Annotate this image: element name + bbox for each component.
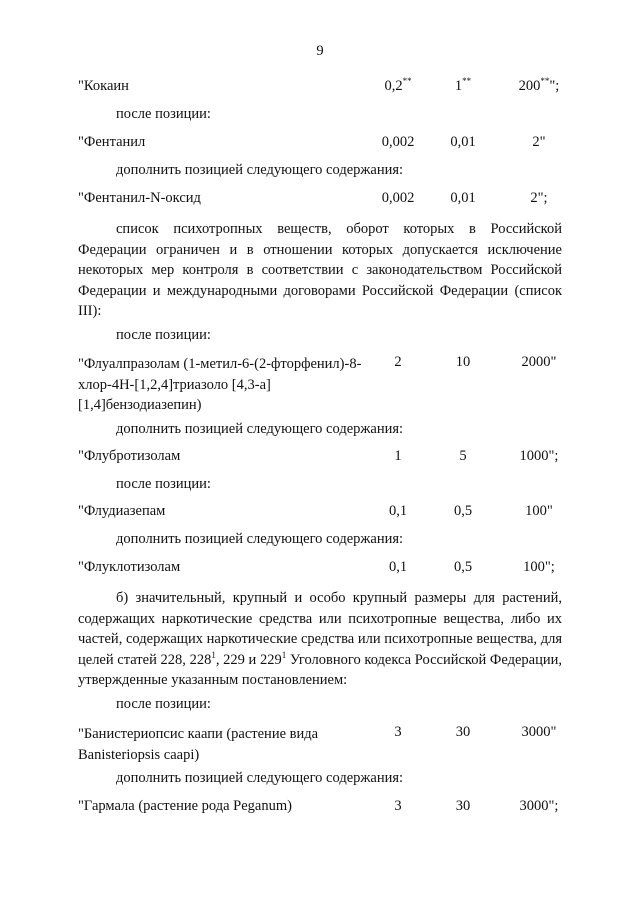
instruction-after-position: после позиции:	[116, 476, 211, 492]
value-significant: 3	[394, 724, 402, 740]
table-row-fluklotizolam	[78, 559, 568, 579]
value-especially-large: 3000";	[519, 798, 559, 814]
instruction-add-position: дополнить позицией следующего содержания:	[116, 421, 404, 437]
instruction-add-position: дополнить позицией следующего содержания:	[116, 162, 404, 178]
paragraph-section-b: б) значительный, крупный и особо крупный размеры для растений, содержащих наркотические средства или психотропные вещества, либо их частей, содержащих наркотические средства или психотропные вещества, для целей статей 228, $228^1$, 229 и $229^1$ Уголовного кодекса Российской Федерации, утвержденные указанным постановлением:	[78, 590, 562, 689]
value-large: 5	[459, 448, 467, 464]
value-large: 30	[455, 798, 471, 814]
substance-name: "Фентанил	[78, 134, 146, 150]
value-large: 0,01	[450, 190, 476, 206]
value-especially-large: 100";	[523, 559, 555, 575]
substance-name: "Флубротизолам	[78, 448, 181, 464]
substance-name: "Флудиазепам	[78, 503, 166, 519]
value-significant: 1	[394, 448, 402, 464]
instruction-add-position: дополнить позицией следующего содержания:	[116, 531, 404, 547]
table-row-fludiazepam	[78, 503, 568, 523]
value-large: 0,5	[453, 559, 473, 575]
value-large: 0,5	[453, 503, 473, 519]
substance-name: "Кокаин	[78, 78, 129, 94]
value-significant: 2	[394, 354, 402, 370]
paragraph-list-iii: список психотропных веществ, оборот которых в Российской Федерации ограничен и в отношении которых допускается исключение некоторых мер контроля в соответствии с законодательством Российской Федерации и международными договорами Российской Федерации (список III):	[78, 221, 562, 320]
instruction-after-position: после позиции:	[116, 106, 211, 122]
table-row-flubrotizolam	[78, 448, 568, 468]
instruction-add-position: дополнить позицией следующего содержания:	[116, 770, 404, 786]
substance-name: "Флуклотизолам	[78, 559, 181, 575]
substance-name: "Банистериопсис каапи (растение вида Banisteriopsis caapi)	[78, 726, 319, 763]
substance-name: "Флуалпразолам (1-метил-6-(2-фторфенил)-8-хлор-4H-[1,2,4]триазоло [4,3-a][1,4]бензодиазепин)	[78, 356, 362, 413]
table-row-banisteriopsis	[78, 724, 568, 766]
instruction-after-position: после позиции:	[116, 696, 211, 712]
value-especially-large: 1000";	[519, 448, 559, 464]
value-significant: 0,1	[388, 559, 408, 575]
value-especially-large: 3000"	[521, 724, 557, 740]
value-significant: 0,002	[381, 134, 415, 150]
table-row-fentanil	[78, 134, 568, 154]
value-especially-large: 200**";	[518, 76, 560, 94]
value-especially-large: 2000"	[521, 354, 557, 370]
table-row-flualprazolam	[78, 354, 568, 416]
table-row-kokain	[78, 78, 568, 98]
value-especially-large: 100"	[525, 503, 553, 519]
value-especially-large: 2"	[532, 134, 546, 150]
table-row-fentanil-n-oxide	[78, 190, 568, 210]
page-number: 9	[316, 43, 324, 59]
instruction-after-position: после позиции:	[116, 327, 211, 343]
value-significant: 0,1	[388, 503, 408, 519]
substance-name: "Гармала (растение рода Peganum)	[78, 798, 292, 814]
value-large: 1**	[454, 76, 472, 94]
value-large: 10	[455, 354, 471, 370]
value-significant: 3	[394, 798, 402, 814]
value-especially-large: 2";	[530, 190, 548, 206]
table-row-garmala	[78, 798, 568, 818]
value-large: 30	[455, 724, 471, 740]
value-significant: 0,2**	[384, 76, 412, 94]
value-significant: 0,002	[381, 190, 415, 206]
substance-name: "Фентанил-N-оксид	[78, 190, 201, 206]
value-large: 0,01	[450, 134, 476, 150]
